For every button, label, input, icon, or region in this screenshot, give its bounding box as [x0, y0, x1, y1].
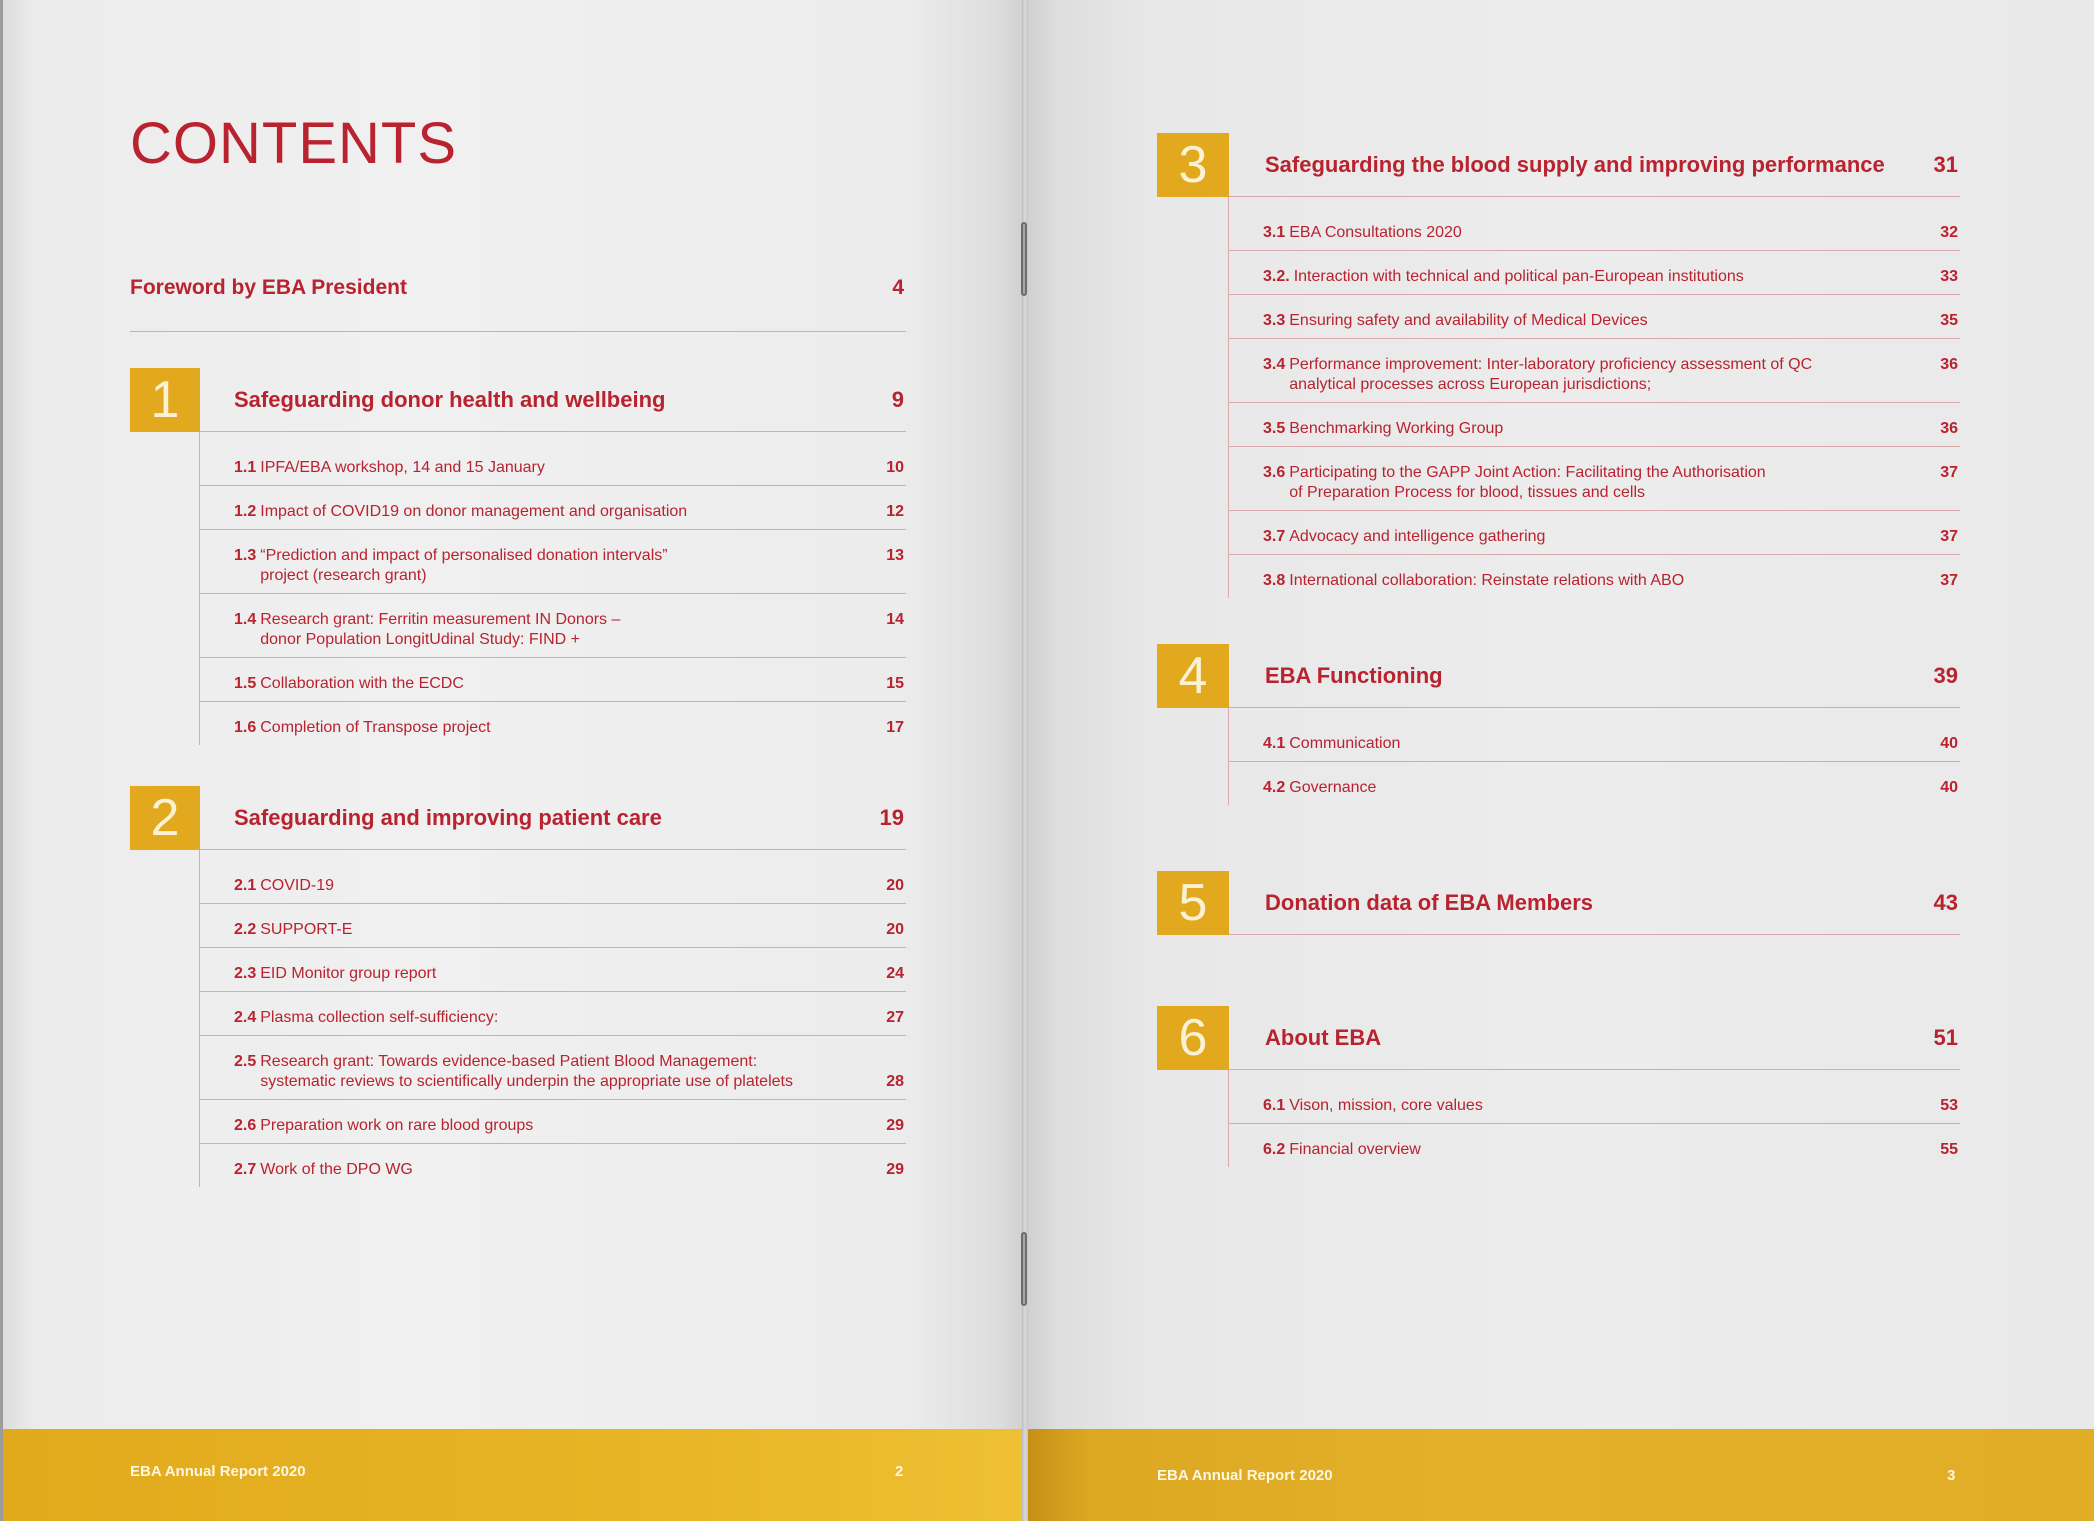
toc-item[interactable]: [1229, 762, 1960, 805]
toc-section-6: [1157, 1006, 1960, 1167]
item-text: Communication: [1289, 735, 1401, 752]
item-text: Governance: [1289, 779, 1377, 796]
item-text: EID Monitor group report: [260, 965, 437, 982]
section-number-box: 5: [1157, 871, 1229, 935]
item-text: Research grant: Ferritin measurement IN Donors – donor Population LongitUdinal Study: FIND +: [260, 611, 621, 648]
item-page: 29: [886, 1117, 904, 1134]
foreword-label: Foreword by EBA President: [130, 276, 407, 299]
item-page: 40: [1940, 735, 1958, 752]
section-page: 43: [1933, 890, 1958, 915]
item-text: Financial overview: [1289, 1141, 1421, 1158]
section-items: [1228, 1070, 1960, 1167]
toc-section-5: [1157, 871, 1960, 935]
item-text: Ensuring safety and availability of Medical Devices: [1289, 312, 1648, 329]
item-page: 27: [886, 1009, 904, 1026]
item-number: 1.6: [234, 719, 257, 736]
item-text: Participating to the GAPP Joint Action: Facilitating the Authorisation of Preparation Process for blood, tissues and cells: [1289, 464, 1766, 501]
section-title: Safeguarding donor health and wellbeing: [234, 387, 666, 412]
item-page: 24: [886, 965, 904, 982]
item-number: 2.4: [234, 1009, 257, 1026]
staple: [1021, 1232, 1027, 1306]
item-text: Preparation work on rare blood groups: [260, 1117, 534, 1134]
item-number: 3.5: [1263, 420, 1286, 437]
item-page: 17: [886, 719, 904, 736]
toc-item[interactable]: [200, 860, 906, 904]
footer-page-number: 2: [895, 1463, 904, 1480]
item-page: 13: [886, 547, 904, 564]
section-items: [199, 850, 906, 1187]
item-number: 2.7: [234, 1161, 257, 1178]
section-page: 51: [1933, 1025, 1958, 1050]
item-page: 15: [886, 675, 904, 692]
section-items: [1228, 708, 1960, 805]
toc-item[interactable]: [200, 948, 906, 992]
item-number: 2.1: [234, 877, 257, 894]
item-number: 2.2: [234, 921, 257, 938]
toc-item[interactable]: [1229, 1080, 1960, 1124]
section-number-box: 6: [1157, 1006, 1229, 1070]
item-text: Completion of Transpose project: [260, 719, 491, 736]
section-number-box: 1: [130, 368, 200, 432]
toc-item[interactable]: [1229, 295, 1960, 339]
section-number-box: 3: [1157, 133, 1229, 197]
item-text: SUPPORT-E: [260, 921, 353, 938]
item-page: 40: [1940, 779, 1958, 796]
item-page: 37: [1940, 464, 1958, 481]
section-page: 31: [1933, 152, 1958, 177]
item-number: 3.6: [1263, 464, 1286, 481]
item-page: 20: [886, 921, 904, 938]
section-title: About EBA: [1265, 1025, 1382, 1050]
item-text: Benchmarking Working Group: [1289, 420, 1504, 437]
item-page: 36: [1940, 420, 1958, 437]
toc-section-2: [130, 786, 906, 1187]
item-number: 3.1: [1263, 224, 1286, 241]
section-heading[interactable]: [130, 786, 906, 850]
foreword-page: 4: [892, 276, 904, 299]
toc-item[interactable]: [200, 442, 906, 486]
item-number: 4.1: [1263, 735, 1286, 752]
staple: [1021, 222, 1027, 296]
toc-item[interactable]: [1229, 718, 1960, 762]
item-number: 2.6: [234, 1117, 257, 1134]
toc-item[interactable]: [200, 702, 906, 745]
item-page: 32: [1940, 224, 1958, 241]
section-heading[interactable]: [1157, 644, 1960, 708]
toc-item[interactable]: [200, 530, 906, 594]
toc-item[interactable]: [1229, 339, 1960, 403]
toc-item[interactable]: [200, 594, 906, 658]
item-number: 1.4: [234, 611, 257, 628]
item-number: 1.5: [234, 675, 257, 692]
toc-section-1: [130, 368, 906, 745]
item-text: Impact of COVID19 on donor management and organisation: [260, 503, 688, 520]
item-number: 6.2: [1263, 1141, 1286, 1158]
footer-title: EBA Annual Report 2020: [130, 1463, 306, 1480]
item-page: 53: [1940, 1097, 1958, 1114]
footer-title: EBA Annual Report 2020: [1157, 1467, 1333, 1484]
item-page: 35: [1940, 312, 1958, 329]
toc-item[interactable]: [200, 992, 906, 1036]
item-text: COVID-19: [260, 877, 335, 894]
section-title: Safeguarding the blood supply and improving performance: [1265, 152, 1885, 177]
item-text: Vison, mission, core values: [1289, 1097, 1483, 1114]
item-page: 33: [1940, 268, 1958, 285]
item-text: “Prediction and impact of personalised donation intervals” project (research grant): [260, 547, 668, 584]
item-text: Performance improvement: Inter-laboratory proficiency assessment of QC analytical processes across European jurisdictions;: [1289, 356, 1813, 393]
item-number: 1.3: [234, 547, 257, 564]
toc-foreword[interactable]: [130, 272, 906, 332]
section-number-box: 2: [130, 786, 200, 850]
section-page: 39: [1933, 663, 1958, 688]
toc-item[interactable]: [200, 904, 906, 948]
item-text: Collaboration with the ECDC: [260, 675, 464, 692]
item-page: 37: [1940, 572, 1958, 589]
section-items: [199, 432, 906, 745]
section-title: EBA Functioning: [1265, 663, 1443, 688]
item-number: 1.1: [234, 459, 257, 476]
item-text: IPFA/EBA workshop, 14 and 15 January: [260, 459, 545, 476]
item-number: 2.5: [234, 1053, 257, 1070]
item-page: 20: [886, 877, 904, 894]
item-number: 3.3: [1263, 312, 1286, 329]
item-text: International collaboration: Reinstate relations with ABO: [1289, 572, 1685, 589]
footer-page-number: 3: [1947, 1467, 1956, 1484]
item-text: Work of the DPO WG: [260, 1161, 413, 1178]
item-number: 2.3: [234, 965, 257, 982]
section-page: 19: [879, 805, 904, 830]
item-text: Advocacy and intelligence gathering: [1289, 528, 1546, 545]
item-text: Research grant: Towards evidence-based Patient Blood Management: systematic reviews to scientifically underpin the appropriate use of platelets: [260, 1053, 793, 1090]
page-footer: [3, 1429, 1026, 1521]
toc-section-3: [1157, 133, 1960, 598]
left-page: [0, 0, 1026, 1521]
item-number: 6.1: [1263, 1097, 1286, 1114]
toc-item[interactable]: [200, 1100, 906, 1144]
right-page: [1026, 0, 2094, 1521]
item-text: Plasma collection self-sufficiency:: [260, 1009, 499, 1026]
toc-item[interactable]: [1229, 207, 1960, 251]
item-page: 12: [886, 503, 904, 520]
toc-item[interactable]: [1229, 1124, 1960, 1167]
item-number: 3.7: [1263, 528, 1286, 545]
item-page: 55: [1940, 1141, 1958, 1158]
item-text: EBA Consultations 2020: [1289, 224, 1462, 241]
section-heading[interactable]: [1157, 871, 1960, 935]
section-items: [1228, 197, 1960, 598]
toc-item[interactable]: [1229, 403, 1960, 447]
item-text: Interaction with technical and political pan-European institutions: [1293, 268, 1744, 285]
item-number: 3.2.: [1263, 268, 1290, 285]
toc-item[interactable]: [200, 658, 906, 702]
toc-item[interactable]: [200, 486, 906, 530]
item-number: 4.2: [1263, 779, 1286, 796]
item-number: 3.4: [1263, 356, 1286, 373]
item-page: 36: [1940, 356, 1958, 373]
item-number: 3.8: [1263, 572, 1286, 589]
toc-item[interactable]: [200, 1144, 906, 1187]
page-footer: [1026, 1429, 2094, 1521]
toc-item[interactable]: [200, 1036, 906, 1100]
item-page: 37: [1940, 528, 1958, 545]
section-title: Donation data of EBA Members: [1265, 890, 1593, 915]
section-heading[interactable]: [1157, 133, 1960, 197]
section-title: Safeguarding and improving patient care: [234, 805, 662, 830]
toc-item[interactable]: [1229, 251, 1960, 295]
section-heading[interactable]: [130, 368, 906, 432]
item-page: 14: [886, 611, 904, 628]
item-number: 1.2: [234, 503, 257, 520]
toc-item[interactable]: [1229, 511, 1960, 555]
item-page: 28: [886, 1073, 904, 1090]
contents-title: CONTENTS: [130, 111, 457, 176]
item-page: 29: [886, 1161, 904, 1178]
toc-item[interactable]: [1229, 555, 1960, 598]
item-page: 10: [886, 459, 904, 476]
section-heading[interactable]: [1157, 1006, 1960, 1070]
section-number-box: 4: [1157, 644, 1229, 708]
toc-section-4: [1157, 644, 1960, 805]
section-page: 9: [891, 387, 904, 412]
toc-item[interactable]: [1229, 447, 1960, 511]
